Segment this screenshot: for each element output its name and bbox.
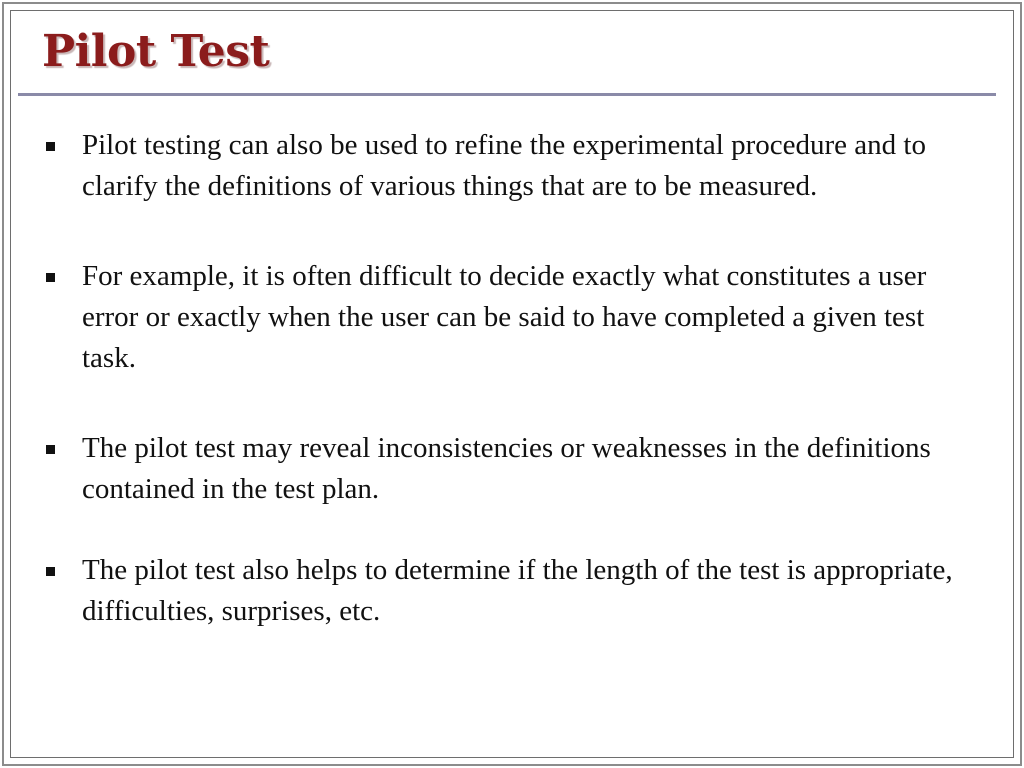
bullet-text: The pilot test also helps to determine if the length of the test is appropriate, difficulties, surprises, etc. xyxy=(82,554,953,627)
bullet-text: Pilot testing can also be used to refine the experimental procedure and to clarify the definitions of various things that are to be measured. xyxy=(82,129,926,202)
bullet-item xyxy=(40,550,975,632)
title-divider xyxy=(18,93,996,96)
bullet-item xyxy=(40,125,975,207)
square-bullet-icon xyxy=(46,273,55,282)
bullet-item xyxy=(40,428,975,510)
slide-title: Pilot Test xyxy=(42,26,270,77)
square-bullet-icon xyxy=(46,142,55,151)
bullet-list xyxy=(40,125,975,632)
bullet-item xyxy=(40,256,975,379)
square-bullet-icon xyxy=(46,567,55,576)
bullet-text: The pilot test may reveal inconsistencies or weaknesses in the definitions contained in the test plan. xyxy=(82,432,931,505)
bullet-text: For example, it is often difficult to decide exactly what constitutes a user error or exactly when the user can be said to have completed a given test task. xyxy=(82,260,927,374)
square-bullet-icon xyxy=(46,445,55,454)
